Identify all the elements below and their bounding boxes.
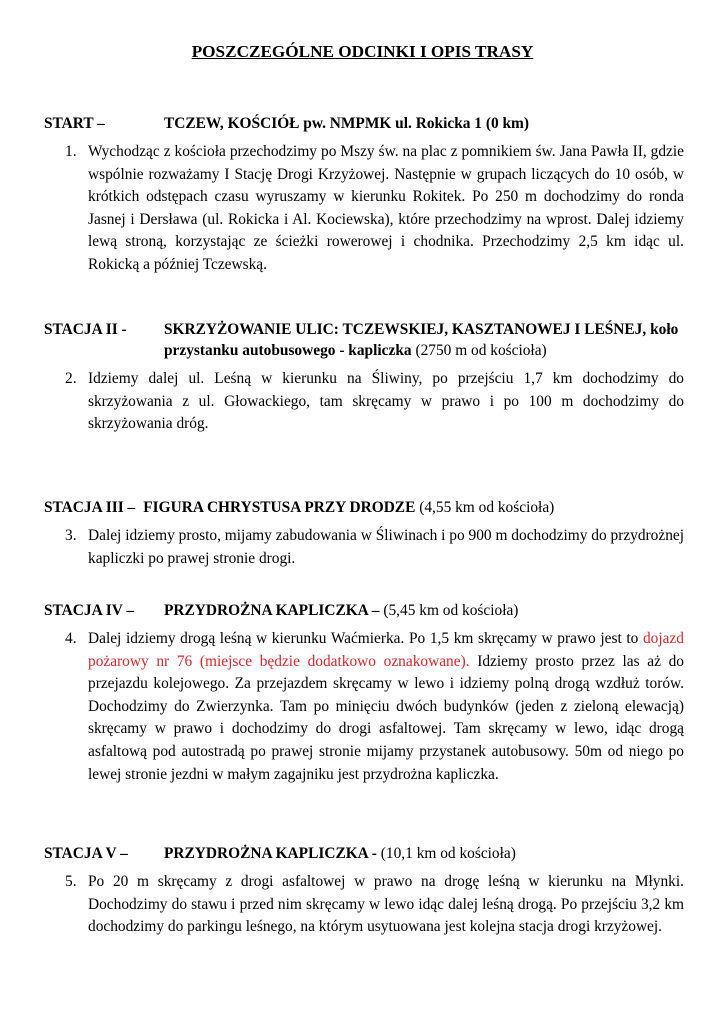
section-label: STACJA IV – [44, 602, 135, 619]
section-title-bold: SKRZYŻOWANIE ULIC: TCZEWSKIEJ, KASZTANOWEJ I LEŚNEJ, koło przystanku autobusowego - kapliczka [164, 321, 679, 359]
section-title-bold: TCZEW, KOŚCIÓŁ pw. NMPMK ul. Rokicka 1 (0 km) [164, 115, 530, 132]
section-label: STACJA III – [44, 499, 136, 516]
item-number: 1. [65, 143, 77, 160]
section-label: STACJA V – [44, 845, 128, 862]
section-distance: (10,1 km od kościoła) [380, 845, 516, 862]
section-distance: (2750 m od kościoła) [415, 342, 547, 359]
section-title [143, 497, 684, 518]
item-number: 5. [65, 873, 77, 890]
section-distance: (5,45 km od kościoła) [383, 602, 519, 619]
section-distance: (4,55 km od kościoła) [419, 499, 555, 516]
item-number: 2. [65, 370, 77, 387]
section-heading [44, 600, 684, 621]
list-item [65, 871, 684, 939]
section-title-bold: FIGURA CHRYSTUSA PRZY DRODZE [143, 499, 416, 516]
item-text-part: Dalej idziemy drogą leśną w kierunku Waćmierka. Po 1,5 km skręcamy w prawo jest to [88, 630, 639, 647]
item-text: Po 20 m skręcamy z drogi asfaltowej w prawo na drogę leśną w kierunku na Młynki. Dochodzimy do stawu i przed nim skręcamy w lewo idąc dalej leśną drogą. Po przejściu 3,2 km dochodzimy do parkingu leśnego, na którym usytuowana jest kolejna stacja drogi krzyżowej. [88, 873, 684, 936]
highlighted-note: dojazd pożarowy nr 76 (miejsce będzie dodatkowo oznakowane). [88, 630, 684, 670]
item-number: 3. [65, 527, 77, 544]
list-item [65, 368, 684, 436]
section-stacja-ii [44, 319, 684, 436]
section-stacja-iv [44, 600, 684, 786]
section-stacja-v [44, 843, 684, 939]
section-stacja-iii [44, 497, 684, 570]
section-heading [44, 497, 684, 518]
section-start [44, 113, 684, 277]
section-heading [44, 843, 684, 864]
page-title: POSZCZEGÓLNE ODCINKI I OPIS TRASY [191, 42, 534, 61]
section-label: STACJA II - [44, 321, 127, 338]
list-item [65, 628, 684, 786]
section-title-bold: PRZYDROŻNA KAPLICZKA - [164, 845, 377, 862]
section-label: START – [44, 115, 105, 132]
item-text-part: Idziemy prosto przez las aż do przejazdu kolejowego. Za przejazdem skręcamy w lewo i idziemy polną drogą wzdłuż torów. Dochodzimy do Zwierzynka. Tam po minięciu dwóch budynków (jeden z zieloną elewacją) skręcamy w prawo i dochodzimy do drogi asfaltowej. Tam skręcamy w lewo, idąc drogą asfaltową pod autostradą po prawej stronie mijamy przystanek autobusowy. 50m od niego po lewej stronie jezdni w małym zagajniku jest przydrożna kapliczka. [88, 652, 684, 783]
item-text: Wychodząc z kościoła przechodzimy po Mszy św. na plac z pomnikiem św. Jana Pawła II, gdzie wspólnie rozważamy I Stację Drogi Krzyżowej. Następnie w grupach liczących do 10 osób, w krótkich odstępach czasu wyruszamy w kierunku Rokitek. Po 250 m dochodzimy do ronda Jasnej i Dersława (ul. Rokicka i Al. Kociewska), które przechodzimy na wprost. Dalej idziemy lewą stroną, korzystając ze ścieżki rowerowej i chodnika. Przechodzimy 2,5 km idąc ul. Rokicką a później Tczewską. [88, 143, 684, 273]
list-item [65, 141, 684, 277]
section-title-bold: PRZYDROŻNA KAPLICZKA – [164, 602, 380, 619]
section-title [164, 113, 684, 134]
item-text: Idziemy dalej ul. Leśną w kierunku na Śliwiny, po przejściu 1,7 km dochodzimy do skrzyżowania z ul. Głowackiego, tam skręcamy w prawo i po 100 m dochodzimy do skrzyżowania dróg. [88, 370, 684, 433]
item-number: 4. [65, 630, 77, 647]
item-text: Dalej idziemy prosto, mijamy zabudowania w Śliwinach i po 900 m dochodzimy do przydrożnej kapliczki po prawej stronie drogi. [88, 527, 684, 567]
section-heading [44, 319, 684, 361]
section-heading [44, 113, 684, 134]
section-title [164, 843, 684, 864]
section-title [164, 600, 684, 621]
item-text [88, 628, 684, 786]
list-item [65, 525, 684, 570]
section-title [164, 319, 684, 361]
